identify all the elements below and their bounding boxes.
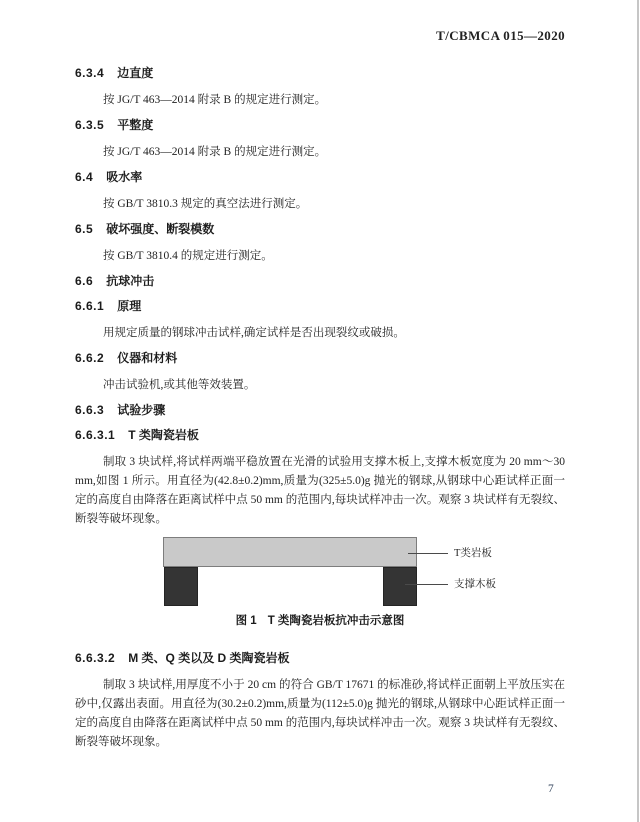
section-number: 6.6.3.1 [75, 428, 116, 442]
figure-1 [75, 537, 565, 628]
section-number: 6.3.4 [75, 66, 105, 80]
body-paragraph: 用规定质量的钢球冲击试样,确定试样是否出现裂纹或破损。 [103, 327, 405, 339]
support-label: 支撑木板 [454, 579, 496, 590]
slab-rect [163, 537, 417, 567]
section-title: 试验步骤 [117, 403, 166, 417]
section-number: 6.6.3 [75, 403, 105, 417]
section-heading-6-6-2 [75, 351, 565, 366]
section-title: 平整度 [117, 118, 154, 132]
page-content [75, 66, 565, 760]
section-title: 仪器和材料 [117, 351, 178, 365]
section-title: 破坏强度、断裂模数 [106, 222, 215, 236]
section-heading-6-6-3 [75, 403, 565, 418]
figure-caption [75, 614, 565, 628]
figure-caption-title: T 类陶瓷岩板抗冲击示意图 [267, 615, 405, 627]
section-number: 6.6.3.2 [75, 651, 116, 665]
body-paragraph: 制取 3 块试样,用厚度不小于 20 cm 的符合 GB/T 17671 的标准砂,将试样正面朝上平放压实在砂中,仅露出表面。用直径为(30.2±0.2)mm,质量为(112±5.0)g 抛光的钢球,从钢球中心距试样正面一定的高度自由降落在距离试样中点 50 mm 的范围内,每块试样冲击一次。观察 3 块试样有无裂纹、断裂等破坏现象。 [75, 679, 565, 748]
section-number: 6.6.1 [75, 299, 105, 313]
section-title: M 类、Q 类以及 D 类陶瓷岩板 [128, 651, 290, 665]
section-heading-6-3-4 [75, 66, 565, 81]
section-number: 6.3.5 [75, 118, 105, 132]
slab-label: T类岩板 [454, 548, 492, 559]
section-number: 6.6.2 [75, 351, 105, 365]
section-title: 原理 [117, 299, 142, 313]
body-paragraph: 冲击试验机,或其他等效装置。 [103, 379, 256, 391]
running-header [75, 28, 565, 44]
section-heading-6-5 [75, 222, 565, 237]
leader-line-support [405, 584, 448, 585]
section-number: 6.4 [75, 170, 94, 184]
body-paragraph: 制取 3 块试样,将试样两端平稳放置在光滑的试验用支撑木板上,支撑木板宽度为 20 mm～30 mm,如图 1 所示。用直径为(42.8±0.2)mm,质量为(325±5.0)g 抛光的钢球,从钢球中心距试样正面一定的高度自由降落在距离试样中点 50 mm 的范围内,每块试样冲击一次。观察 3 块试样有无裂纹、断裂等破坏现象。 [75, 456, 565, 525]
section-title: T 类陶瓷岩板 [128, 428, 199, 442]
section-heading-6-6 [75, 274, 565, 289]
body-paragraph: 按 GB/T 3810.3 规定的真空法进行测定。 [103, 198, 308, 210]
leader-line-slab [408, 553, 448, 554]
page-number: 7 [548, 783, 554, 795]
support-right-rect [383, 567, 417, 606]
section-number: 6.5 [75, 222, 94, 236]
standard-number: T/CBMCA 015—2020 [436, 28, 565, 43]
section-title: 抗球冲击 [106, 274, 155, 288]
section-number: 6.6 [75, 274, 94, 288]
section-heading-6-4 [75, 170, 565, 185]
section-title: 边直度 [117, 66, 154, 80]
body-paragraph: 按 JG/T 463—2014 附录 B 的规定进行测定。 [103, 146, 327, 158]
section-heading-6-6-3-2 [75, 651, 565, 666]
section-title: 吸水率 [106, 170, 143, 184]
body-paragraph: 按 GB/T 3810.4 的规定进行测定。 [103, 250, 273, 262]
support-left-rect [164, 567, 198, 606]
section-heading-6-6-3-1 [75, 428, 565, 443]
body-paragraph: 按 JG/T 463—2014 附录 B 的规定进行测定。 [103, 94, 327, 106]
impact-test-diagram [163, 537, 543, 605]
section-heading-6-3-5 [75, 118, 565, 133]
figure-caption-number: 图 1 [235, 615, 257, 627]
scan-edge-line [637, 0, 639, 822]
section-heading-6-6-1 [75, 299, 565, 314]
